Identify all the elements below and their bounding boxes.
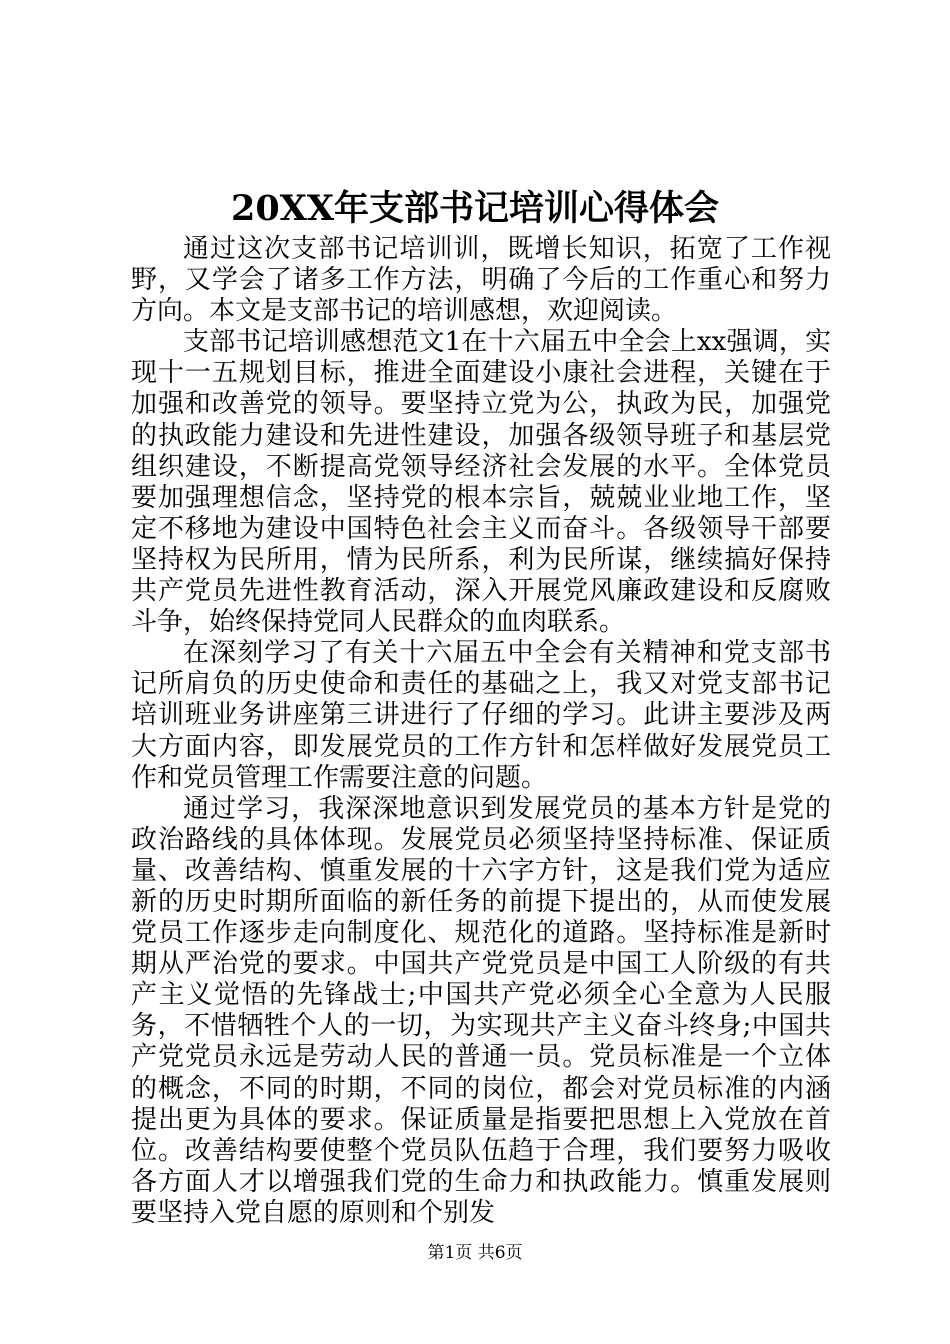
page-number-footer: 第1页 共6页 — [427, 1243, 523, 1263]
paragraph-4: 通过学习，我深深地意识到发展党员的基本方针是党的政治路线的具体体现。发展党员必须坚持坚持标准、保证质量、改善结构、慎重发展的十六字方针，这是我们党为适应新的历史时期所面临的新任务的前提下提出的，从而使发展党员工作逐步走向制度化、规范化的道路。坚持标准是新时期从严治党的要求。中国共产党党员是中国工人阶级的有共产主义觉悟的先锋战士;中国共产党必须全心全意为人民服务，不惜牺牲个人的一切，为实现共产主义奋斗终身;中国共产党党员永远是劳动人民的普通一员。党员标准是一个立体的概念，不同的时期，不同的岗位，都会对党员标准的内涵提出更为具体的要求。保证质量是指要把思想上入党放在首位。改善结构要使整个党员队伍趋于合理，我们要努力吸收各方面人才以增强我们党的生命力和执政能力。慎重发展则要坚持入党自愿的原则和个别发 — [131, 793, 831, 1228]
paragraph-1: 通过这次支部书记培训训，既增长知识，拓宽了工作视野，又学会了诸多工作方法，明确了今后的工作重心和努力方向。本文是支部书记的培训感想，欢迎阅读。 — [131, 234, 831, 327]
paragraph-2: 支部书记培训感想范文1在十六届五中全会上xx强调，实现十一五规划目标，推进全面建设小康社会进程，关键在于加强和改善党的领导。要坚持立党为公，执政为民，加强党的执政能力建设和先进性建设，加强各级领导班子和基层党组织建设，不断提高党领导经济社会发展的水平。全体党员要加强理想信念，坚持党的根本宗旨，兢兢业业地工作，坚定不移地为建设中国特色社会主义而奋斗。各级领导干部要坚持权为民所用，情为民所系，利为民所谋，继续搞好保持共产党员先进性教育活动，深入开展党风廉政建设和反腐败斗争，始终保持党同人民群众的血肉联系。 — [131, 327, 831, 638]
document-title: 20XX年支部书记培训心得体会 — [230, 188, 720, 229]
document-body — [131, 234, 831, 1229]
paragraph-3: 在深刻学习了有关十六届五中全会有关精神和党支部书记所肩负的历史使命和责任的基础之上，我又对党支部书记培训班业务讲座第三讲进行了仔细的学习。此讲主要涉及两大方面内容，即发展党员的工作方针和怎样做好发展党员工作和党员管理工作需要注意的问题。 — [131, 638, 831, 793]
